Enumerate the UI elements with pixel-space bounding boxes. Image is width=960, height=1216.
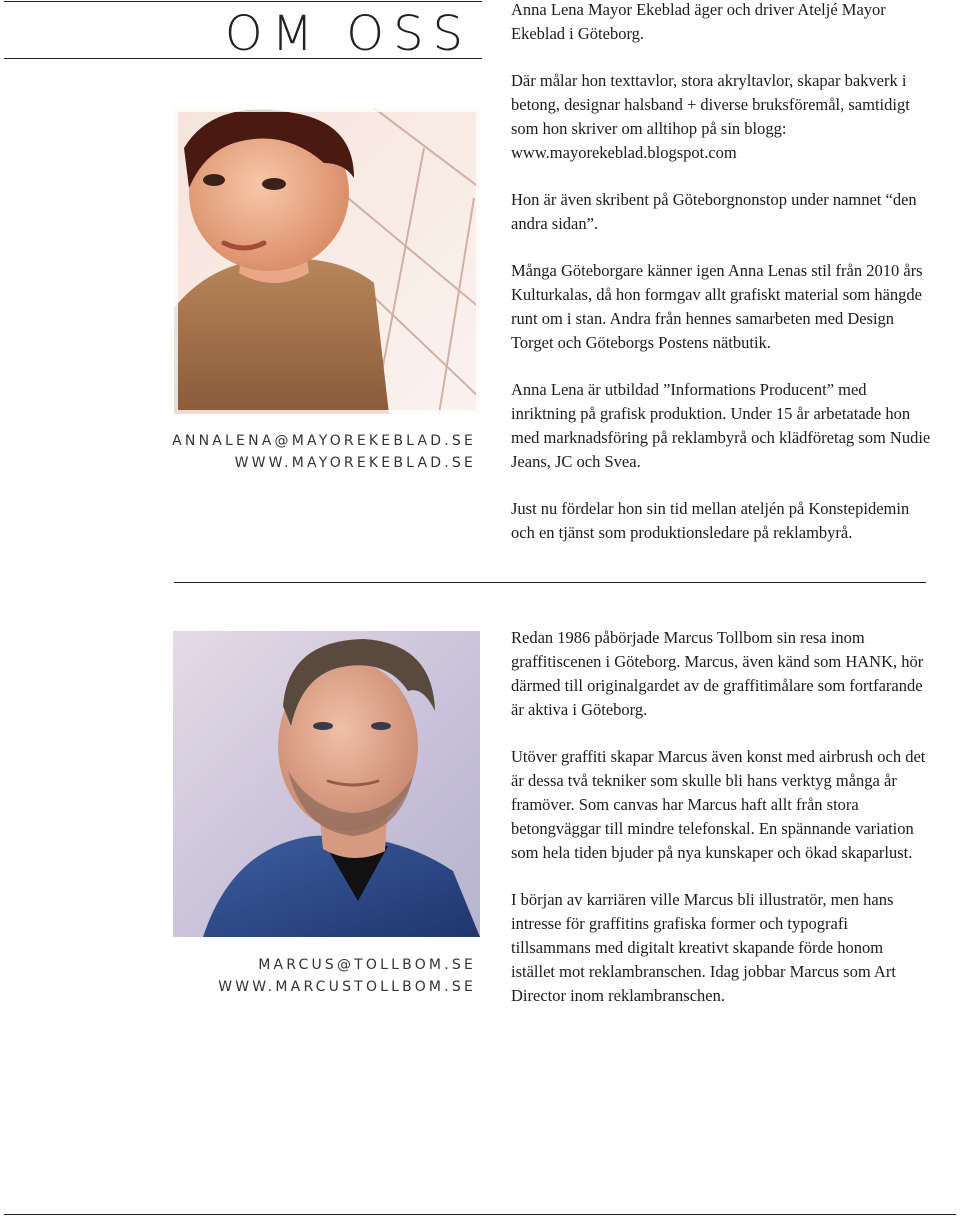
bio-paragraph: Många Göteborgare känner igen Anna Lenas stil från 2010 års Kulturkalas, då hon formgav allt grafiskt material som hängde runt om i stan. Andra från hennes samarbeten med Design Torget och Göteborgs Postens nätbutik.	[511, 261, 923, 352]
marcus-tollbom-bio	[511, 626, 931, 1031]
bio-paragraph: Hon är även skribent på Göteborgnonstop under namnet “den andra sidan”.	[511, 190, 917, 233]
anna-lena-bio	[511, 0, 931, 568]
anna-lena-website[interactable]: WWW.MAYOREKEBLAD.SE	[234, 455, 476, 471]
bio-paragraph: Just nu fördelar hon sin tid mellan ateljén på Konstepidemin och en tjänst som produktionsledare på reklambyrå.	[511, 499, 910, 542]
bio-paragraph: Anna Lena Mayor Ekeblad äger och driver Ateljé Mayor Ekeblad i Göteborg.	[511, 0, 886, 43]
bio-paragraph: Redan 1986 påbörjade Marcus Tollbom sin resa inom graffitiscenen i Göteborg. Marcus, även känd som HANK, hör därmed till originalgardet av de graffitimålare som fortfarande är aktiva i Göteborg.	[511, 628, 924, 719]
bottom-rule	[4, 1214, 956, 1215]
bio-paragraph: Anna Lena är utbildad ”Informations Producent” med inriktning på grafisk produktion. Under 15 år arbetatade hon med marknadsföring på reklambyrå och klädföretag som Nudie Jeans, JC och Svea.	[511, 380, 931, 471]
anna-lena-contact	[172, 430, 476, 474]
anna-lena-email[interactable]: ANNALENA@MAYOREKEBLAD.SE	[172, 433, 476, 449]
marcus-tollbom-portrait	[173, 631, 480, 937]
marcus-tollbom-contact	[218, 954, 476, 998]
title-underline	[4, 58, 482, 59]
marcus-tollbom-email[interactable]: MARCUS@TOLLBOM.SE	[258, 957, 476, 973]
page-title: OM OSS	[224, 6, 472, 62]
anna-lena-portrait	[174, 108, 480, 414]
bio-paragraph: I början av karriären ville Marcus bli illustratör, men hans intresse för graffitins grafiska former och typografi tillsammans med digitalt kreativt skapande förde honom istället mot reklambranschen. Idag jobbar Marcus som Art Director inom reklambranschen.	[511, 890, 896, 1005]
top-rule	[4, 1, 482, 2]
bio-paragraph: Utöver graffiti skapar Marcus även konst med airbrush och det är dessa två tekniker som skulle bli hans verktyg många år framöver. Som canvas har Marcus haft allt från stora betongväggar till mindre telefonskal. En spännande variation som hela tiden bjuder på nya kunskaper och ökad skaparlust.	[511, 747, 926, 862]
marcus-tollbom-website[interactable]: WWW.MARCUSTOLLBOM.SE	[218, 979, 476, 995]
section-divider	[174, 582, 926, 583]
bio-paragraph: Där målar hon texttavlor, stora akryltavlor, skapar bakverk i betong, designar halsband + diverse bruksföremål, samtidigt som hon skriver om alltihop på sin blogg: www.mayorekeblad.blogspot.com	[511, 71, 910, 162]
